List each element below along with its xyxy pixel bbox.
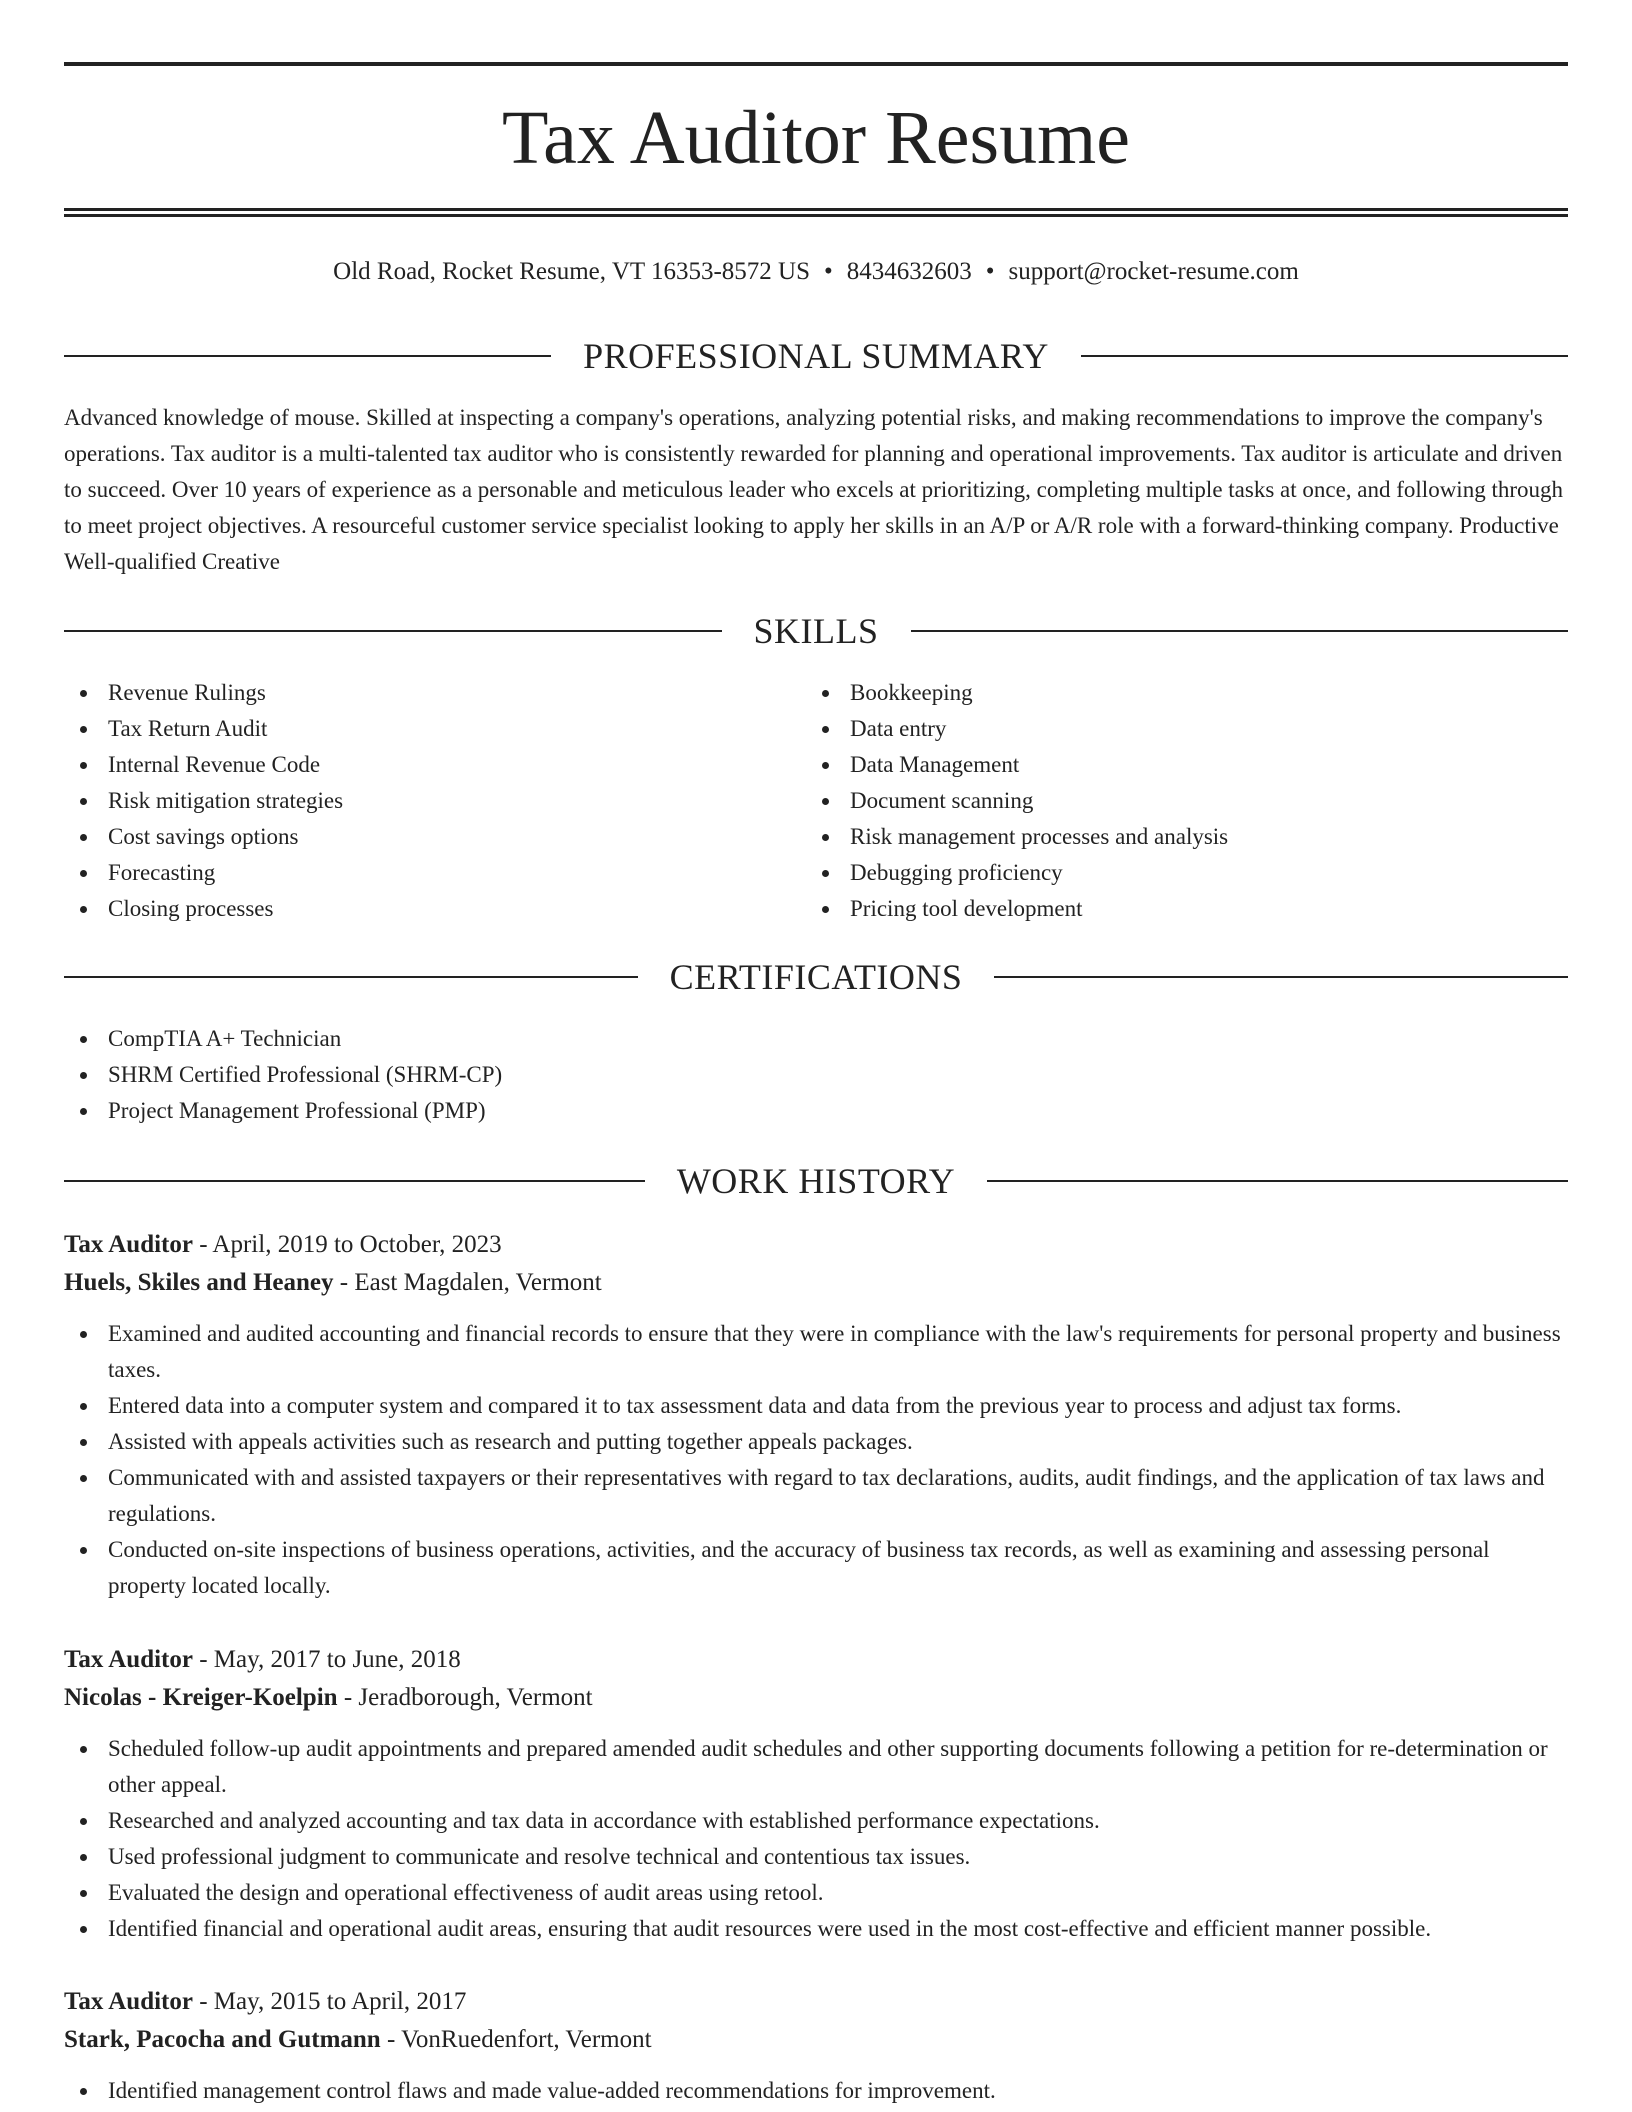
certifications-items bbox=[64, 1021, 1568, 1129]
double-rule bbox=[64, 208, 1568, 217]
skills-column-left bbox=[64, 675, 806, 927]
job-location: - East Magdalen, Vermont bbox=[333, 1269, 602, 1296]
job-title-line bbox=[64, 1983, 1568, 2021]
section-title-work-history: WORK HISTORY bbox=[676, 1161, 956, 1201]
job-duty: Used professional judgment to communicate and resolve technical and contentious tax issues. bbox=[64, 1839, 1568, 1875]
job-company-line bbox=[64, 2021, 1568, 2059]
section-title-skills: SKILLS bbox=[753, 611, 879, 651]
job-company-line bbox=[64, 1679, 1568, 1717]
skill-item: Pricing tool development bbox=[806, 891, 1548, 927]
job-title-line bbox=[64, 1641, 1568, 1679]
skill-item: Bookkeeping bbox=[806, 675, 1548, 711]
job-title-line bbox=[64, 1226, 1568, 1264]
job-duty: Scheduled follow-up audit appointments and prepared amended audit schedules and other supporting documents following a petition for re-determination or other appeal. bbox=[64, 1731, 1568, 1803]
skills-list bbox=[64, 675, 1568, 927]
skill-item: Data Management bbox=[806, 747, 1548, 783]
skills-column-right bbox=[806, 675, 1548, 927]
job-entry bbox=[64, 1983, 1568, 2109]
job-duty: Conducted on-site inspections of business operations, activities, and the accuracy of business tax records, as well as examining and assessing personal property located locally. bbox=[64, 1532, 1568, 1604]
job-duty: Examined and audited accounting and financial records to ensure that they were in compliance with the law's requirements for personal property and business taxes. bbox=[64, 1316, 1568, 1388]
section-header-work-history bbox=[64, 1159, 1568, 1203]
certification-item: Project Management Professional (PMP) bbox=[64, 1093, 1568, 1129]
section-title-summary: PROFESSIONAL SUMMARY bbox=[583, 336, 1049, 376]
job-duty: Identified financial and operational audit areas, ensuring that audit resources were used in the most cost-effective and efficient manner possible. bbox=[64, 1911, 1568, 1947]
job-duty: Communicated with and assisted taxpayers or their representatives with regard to tax declarations, audits, audit findings, and the application of tax laws and regulations. bbox=[64, 1460, 1568, 1532]
section-rule bbox=[994, 976, 1568, 978]
skills-right-list bbox=[806, 675, 1548, 927]
job-duty: Assisted with appeals activities such as research and putting together appeals packages. bbox=[64, 1424, 1568, 1460]
contact-separator: • bbox=[985, 258, 995, 285]
summary-text: Advanced knowledge of mouse. Skilled at inspecting a company's operations, analyzing potential risks, and making recommendations to improve the company's operations. Tax auditor is a multi-talented tax auditor who is consistently rewarded for planning and operational improvements. Tax auditor is articulate and driven to succeed. Over 10 years of experience as a personable and meticulous leader who excels at prioritizing, completing multiple tasks at once, and following through to meet project objectives. A resourceful customer service specialist looking to apply her skills in an A/P or A/R role with a forward-thinking company. Productive Well-qualified Creative bbox=[64, 405, 1563, 574]
skill-item: Document scanning bbox=[806, 783, 1548, 819]
section-rule bbox=[64, 1180, 645, 1182]
skill-item: Cost savings options bbox=[64, 819, 806, 855]
section-header-summary bbox=[64, 334, 1568, 378]
contact-phone: 8434632603 bbox=[846, 258, 972, 285]
job-location: - Jeradborough, Vermont bbox=[337, 1684, 593, 1711]
section-title-certifications: CERTIFICATIONS bbox=[669, 957, 963, 997]
job-dates: - May, 2017 to June, 2018 bbox=[192, 1646, 461, 1673]
skill-item: Risk management processes and analysis bbox=[806, 819, 1548, 855]
skills-left-list bbox=[64, 675, 806, 927]
skill-item: Closing processes bbox=[64, 891, 806, 927]
contact-address: Old Road, Rocket Resume, VT 16353-8572 US bbox=[333, 258, 810, 285]
section-rule bbox=[64, 976, 638, 978]
section-rule bbox=[64, 355, 551, 357]
top-rule bbox=[64, 62, 1568, 66]
contact-email[interactable]: support@rocket-resume.com bbox=[1008, 258, 1299, 285]
job-dates: - April, 2019 to October, 2023 bbox=[192, 1231, 502, 1258]
job-duty: Entered data into a computer system and compared it to tax assessment data and data from the previous year to process and adjust tax forms. bbox=[64, 1388, 1568, 1424]
job-duties bbox=[64, 1731, 1568, 1947]
section-rule bbox=[1081, 355, 1568, 357]
certification-item: CompTIA A+ Technician bbox=[64, 1021, 1568, 1057]
skill-item: Data entry bbox=[806, 711, 1548, 747]
job-duty: Researched and analyzed accounting and tax data in accordance with established performance expectations. bbox=[64, 1803, 1568, 1839]
job-title: Tax Auditor bbox=[64, 1231, 193, 1258]
contact-separator: • bbox=[824, 258, 833, 285]
job-duty: Identified management control flaws and made value-added recommendations for improvement. bbox=[64, 2073, 1568, 2109]
job-duty: Evaluated the design and operational effectiveness of audit areas using retool. bbox=[64, 1875, 1568, 1911]
job-company: Nicolas - Kreiger-Koelpin bbox=[64, 1684, 338, 1711]
contact-line bbox=[64, 254, 1568, 290]
job-duties bbox=[64, 2073, 1568, 2109]
certifications-list bbox=[64, 1021, 1568, 1129]
skill-item: Risk mitigation strategies bbox=[64, 783, 806, 819]
skill-item: Debugging proficiency bbox=[806, 855, 1548, 891]
section-rule bbox=[987, 1180, 1568, 1182]
job-title: Tax Auditor bbox=[64, 1988, 193, 2015]
section-rule bbox=[911, 630, 1569, 632]
job-entry bbox=[64, 1226, 1568, 1604]
job-company-line bbox=[64, 1264, 1568, 1302]
skill-item: Internal Revenue Code bbox=[64, 747, 806, 783]
job-company: Stark, Pacocha and Gutmann bbox=[64, 2026, 381, 2053]
skill-item: Tax Return Audit bbox=[64, 711, 806, 747]
certification-item: SHRM Certified Professional (SHRM-CP) bbox=[64, 1057, 1568, 1093]
job-title: Tax Auditor bbox=[64, 1646, 193, 1673]
job-dates: - May, 2015 to April, 2017 bbox=[192, 1988, 467, 2015]
job-duties bbox=[64, 1316, 1568, 1604]
section-header-certifications bbox=[64, 955, 1568, 999]
skill-item: Revenue Rulings bbox=[64, 675, 806, 711]
skill-item: Forecasting bbox=[64, 855, 806, 891]
job-entry bbox=[64, 1641, 1568, 1947]
job-company: Huels, Skiles and Heaney bbox=[64, 1269, 334, 1296]
section-rule bbox=[64, 630, 722, 632]
section-header-skills bbox=[64, 609, 1568, 653]
resume-title: Tax Auditor Resume bbox=[502, 96, 1130, 180]
job-location: - VonRuedenfort, Vermont bbox=[380, 2026, 652, 2053]
